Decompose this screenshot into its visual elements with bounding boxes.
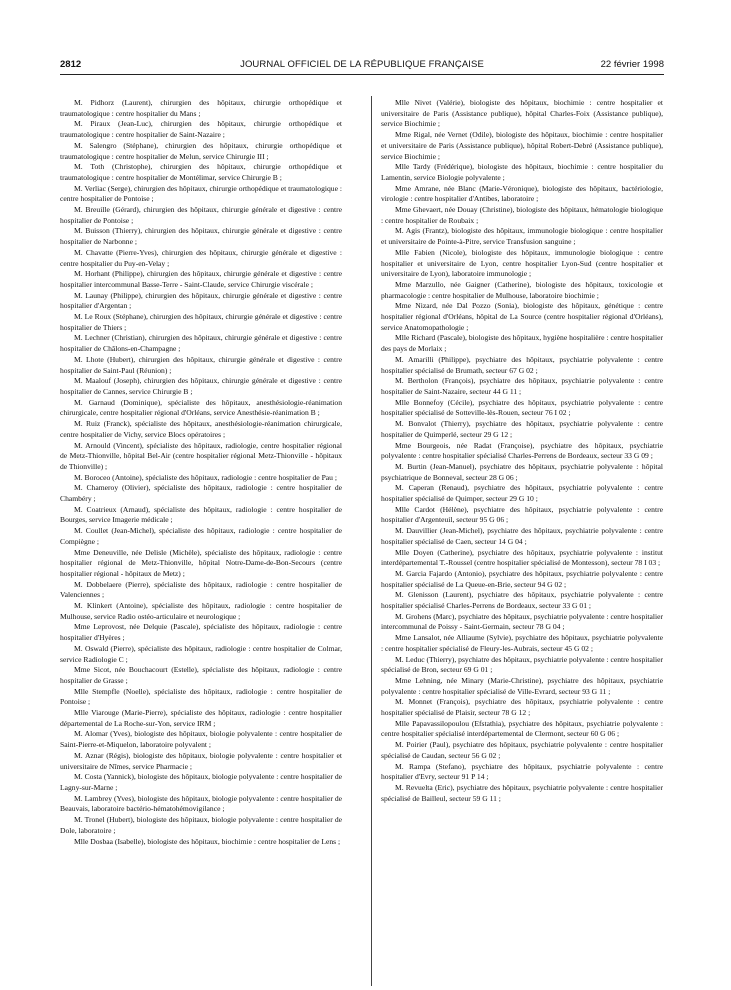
appointment-entry: M. Chameroy (Olivier), spécialiste des hôpitaux, radiologie : centre hospitalier de Chambéry ;: [60, 483, 342, 504]
appointment-entry: Mme Ghevaert, née Douay (Christine), biologiste des hôpitaux, hématologie biologique : centre hospitalier de Roubaix ;: [381, 205, 663, 225]
appointment-entry: M. Dauvillier (Jean-Michel), psychiatre des hôpitaux, psychiatrie polyvalente : centre hospitalier spécialisé de Caen, secteur 14 G 04 ;: [381, 526, 663, 546]
page-header: [60, 59, 664, 73]
appointment-entry: M. Oswald (Pierre), spécialiste des hôpitaux, radiologie : centre hospitalier de Colmar, service Radiologie C ;: [60, 643, 342, 664]
appointment-entry: M. Piraux (Jean-Luc), chirurgien des hôpitaux, chirurgie orthopédique et traumatologique : centre hospitalier de Saint-Nazaire ;: [60, 119, 342, 140]
appointment-entry: Mlle Viarouge (Marie-Pierre), spécialiste des hôpitaux, radiologie : centre hospitalier départemental de La Roche-sur-Yon, service IRM ;: [60, 708, 342, 728]
appointment-entry: M. Monnet (François), psychiatre des hôpitaux, psychiatrie polyvalente : centre hospitalier spécialisé de Plaisir, secteur 78 G 12 ;: [381, 697, 663, 718]
appointment-entry: Mlle Dosbaa (Isabelle), biologiste des hôpitaux, biochimie : centre hospitalier de Lens ;: [74, 836, 341, 846]
appointment-entry: M. Agis (Frantz), biologiste des hôpitaux, immunologie biologique : centre hospitalier et universitaire de Pointe-à-Pitre, service Transfusion sanguine ;: [381, 226, 663, 247]
appointment-entry: M. Boroceo (Antoine), spécialiste des hôpitaux, radiologie : centre hospitalier de Pau ;: [74, 472, 337, 482]
appointment-entry: M. Lhote (Hubert), chirurgien des hôpitaux, chirurgie générale et digestive : centre hospitalier de Saint-Paul (Réunion) ;: [60, 354, 342, 375]
appointment-entry: M. Burtin (Jean-Manuel), psychiatre des hôpitaux, psychiatrie polyvalente : hôpital psychiatrique de Bonneval, secteur 28 G 06 ;: [381, 461, 663, 482]
appointment-entry: M. Launay (Philippe), chirurgien des hôpitaux, chirurgie générale et digestive : centre hospitalier d'Argentan ;: [60, 290, 342, 311]
right-column: [381, 98, 663, 804]
appointment-entry: Mlle Doyen (Catherine), psychiatre des hôpitaux, psychiatrie polyvalente : institut interdépartemental T.-Roussel (centre hospitalier spécialisé de Montesson), secteur 78 I 03 ;: [381, 547, 663, 568]
appointment-entry: Mlle Stempfle (Noelle), spécialiste des hôpitaux, radiologie : centre hospitalier de Pontoise ;: [60, 686, 342, 707]
appointment-entry: Mme Leprovost, née Delquie (Pascale), spécialiste des hôpitaux, radiologie : centre hospitalier d'Hyères ;: [60, 622, 342, 643]
appointment-entry: M. Bertholon (François), psychiatre des hôpitaux, psychiatrie polyvalente : centre hospitalier de Saint-Nazaire, secteur 44 G 11 ;: [381, 376, 663, 396]
appointment-entry: Mlle Fabien (Nicole), biologiste des hôpitaux, immunologie biologique : centre hospitalier et universitaire de Lyon, centre hospitalier Lyon-Sud (centre hospitalier et universitaire de Lyon), laboratoire immunologie ;: [381, 247, 663, 279]
journal-title: JOURNAL OFFICIEL DE LA RÉPUBLIQUE FRANÇAISE: [240, 59, 484, 70]
appointment-entry: Mme Amrane, née Blanc (Marie-Véronique), biologiste des hôpitaux, bactériologie, virologie : centre hospitalier d'Antibes, laboratoire ;: [381, 183, 663, 204]
appointment-entry: M. Toth (Christophe), chirurgien des hôpitaux, chirurgie orthopédique et traumatologique : centre hospitalier de Montélimar, service Chirurgie B ;: [60, 162, 342, 182]
appointment-entry: M. Glenisson (Laurent), psychiatre des hôpitaux, psychiatrie polyvalente : centre hospitalier spécialisé Charles-Perrens de Bordeaux, secteur 33 G 01 ;: [381, 590, 663, 611]
appointment-entry: Mlle Bonnefoy (Cécile), psychiatre des hôpitaux, psychiatrie polyvalente : centre hospitalier spécialisé de Sotteville-lès-Rouen, secteur 76 I 02 ;: [381, 397, 663, 418]
appointment-entry: M. Maalouf (Joseph), chirurgien des hôpitaux, chirurgie générale et digestive : centre hospitalier de Cannes, service Chirurgie B ;: [60, 376, 342, 396]
appointment-entry: Mlle Tardy (Frédérique), biologiste des hôpitaux, biochimie : centre hospitalier du Lamentin, service Biologie polyvalente ;: [381, 162, 663, 182]
appointment-entry: Mme Bourgeois, née Radat (Françoise), psychiatre des hôpitaux, psychiatrie polyvalente : centre hospitalier spécialisé Charles-Perrens de Bordeaux, secteur 33 G 09 ;: [381, 440, 663, 461]
appointment-entry: M. Horhant (Philippe), chirurgien des hôpitaux, chirurgie générale et digestive : centre hospitalier intercommunal Basse-Terre - Saint-Claude, service Chirurgie viscérale ;: [60, 269, 342, 289]
appointment-entry: Mlle Nivet (Valérie), biologiste des hôpitaux, biochimie : centre hospitalier et universitaire de Paris (Assistance publique), hôpital Charles-Foix (Assistance publique), service Biochimie ;: [381, 98, 663, 129]
appointment-entry: Mme Lehning, née Minary (Marie-Christine), psychiatre des hôpitaux, psychiatrie polyvalente : centre hospitalier spécialisé de Ville-Evrard, secteur 93 G 11 ;: [381, 675, 663, 696]
appointment-entry: M. Lambrey (Yves), biologiste des hôpitaux, biologie polyvalente : centre hospitalier de Beauvais, laboratoire bactério-hématohémovigilance ;: [60, 793, 342, 814]
appointment-entry: M. Amarilli (Philippe), psychiatre des hôpitaux, psychiatrie polyvalente : centre hospitalier spécialisé de Brumath, secteur 67 G 02 ;: [381, 354, 663, 375]
appointment-entry: M. Verliac (Serge), chirurgien des hôpitaux, chirurgie orthopédique et traumatologique : centre hospitalier de Pontoise ;: [60, 183, 342, 204]
appointment-entry: M. Chavatte (Pierre-Yves), chirurgien des hôpitaux, chirurgie générale et digestive : centre hospitalier du Puy-en-Velay ;: [60, 247, 342, 268]
appointment-entry: Mme Marzullo, née Gaigner (Catherine), biologiste des hôpitaux, toxicologie et pharmacologie : centre hospitalier de Mulhouse, laboratoire biochimie ;: [381, 279, 663, 300]
appointment-entry: M. Poirier (Paul), psychiatre des hôpitaux, psychiatrie polyvalente : centre hospitalier spécialisé de Caudan, secteur 56 G 02 ;: [381, 740, 663, 760]
column-divider: [371, 96, 372, 986]
appointment-entry: M. Bonvalot (Thierry), psychiatre des hôpitaux, psychiatrie polyvalente : centre hospitalier de Quimperlé, secteur 29 G 12 ;: [381, 419, 663, 439]
appointment-entry: M. Buisson (Thierry), chirurgien des hôpitaux, chirurgie générale et digestive : centre hospitalier de Narbonne ;: [60, 226, 342, 247]
appointment-entry: M. Salengro (Stéphane), chirurgien des hôpitaux, chirurgie orthopédique et traumatologique : centre hospitalier de Melun, service Chirurgie III ;: [60, 140, 342, 161]
appointment-entry: M. Costa (Yannick), biologiste des hôpitaux, biologie polyvalente : centre hospitalier de Lagny-sur-Marne ;: [60, 772, 342, 792]
appointment-entry: M. Caperan (Renaud), psychiatre des hôpitaux, psychiatrie polyvalente : centre hospitalier spécialisé de Quimper, secteur 29 G 10 ;: [381, 483, 663, 504]
appointment-entry: M. Le Roux (Stéphane), chirurgien des hôpitaux, chirurgie générale et digestive : centre hospitalier de Thiers ;: [60, 312, 342, 332]
page-number: 2812: [60, 59, 82, 70]
appointment-entry: M. Lechner (Christian), chirurgien des hôpitaux, chirurgie générale et digestive : centre hospitalier de Châlons-en-Champagne ;: [60, 333, 342, 354]
appointment-entry: Mme Rigal, née Vernet (Odile), biologiste des hôpitaux, biochimie : centre hospitalier et universitaire de Paris (Assistance publique), hôpital Robert-Debré (Assistance publique), service Biochimie ;: [381, 130, 663, 161]
appointment-entry: M. Tronel (Hubert), biologiste des hôpitaux, biologie polyvalente : centre hospitalier de Dole, laboratoire ;: [60, 815, 342, 835]
header-rule: [60, 74, 664, 75]
appointment-entry: M. Arnould (Vincent), spécialiste des hôpitaux, radiologie, centre hospitalier régional de Metz-Thionville, hôpital Bel-Air (centre hospitalier régional Metz-Thionville - hôpitaux de Thionville) ;: [60, 440, 342, 471]
appointment-entry: M. Klinkert (Antoine), spécialiste des hôpitaux, radiologie : centre hospitalier de Mulhouse, service Radio ostéo-articulaire et neurologique ;: [60, 601, 342, 621]
appointment-entry: M. Coatrieux (Arnaud), spécialiste des hôpitaux, radiologie : centre hospitalier de Bourges, service Imagerie médicale ;: [60, 504, 342, 525]
appointment-entry: Mlle Papavassilopoulou (Efstathia), psychiatre des hôpitaux, psychiatrie polyvalente : centre hospitalier spécialisé interdépartemental de Clermont, secteur 60 G 06 ;: [381, 718, 663, 739]
appointment-entry: Mlle Cardot (Hélène), psychiatre des hôpitaux, psychiatrie polyvalente : centre hospitalier d'Argenteuil, secteur 95 G 06 ;: [381, 504, 663, 525]
appointment-entry: M. Rampa (Stefano), psychiatre des hôpitaux, psychiatrie polyvalente : centre hospitalier d'Evry, secteur 91 P 14 ;: [381, 761, 663, 782]
appointment-entry: M. Pidhorz (Laurent), chirurgien des hôpitaux, chirurgie orthopédique et traumatologique : centre hospitalier du Mans ;: [60, 98, 342, 118]
appointment-entry: Mlle Richard (Pascale), biologiste des hôpitaux, hygiène hospitalière : centre hospitalier des pays de Morlaix ;: [381, 333, 663, 354]
appointment-entry: M. Garcia Fajardo (Antonio), psychiatre des hôpitaux, psychiatrie polyvalente : centre hospitalier spécialisé de La Queue-en-Brie, secteur 94 G 02 ;: [381, 568, 663, 589]
appointment-entry: M. Revuelta (Eric), psychiatre des hôpitaux, psychiatrie polyvalente : centre hospitalier spécialisé de Bailleul, secteur 59 G 11 ;: [381, 783, 663, 803]
left-column: [60, 98, 342, 847]
appointment-entry: M. Grohens (Marc), psychiatre des hôpitaux, psychiatrie polyvalente : centre hospitalier intercommunal de Poissy - Saint-Germain, secteur 78 G 04 ;: [381, 611, 663, 632]
appointment-entry: Mme Deneuville, née Delisle (Michèle), spécialiste des hôpitaux, radiologie : centre hospitalier régional de Metz-Thionville, hôpital Notre-Dame-de-Bon-Secours (centre hospitalier régional - hôpitaux de Metz) ;: [60, 547, 342, 578]
appointment-entry: M. Coullet (Jean-Michel), spécialiste des hôpitaux, radiologie : centre hospitalier de Compiègne ;: [60, 526, 342, 546]
appointment-entry: Mme Lansalot, née Alliaume (Sylvie), psychiatre des hôpitaux, psychiatrie polyvalente : centre hospitalier spécialisé de Fleury-les-Aubrais, secteur 45 G 02 ;: [381, 633, 663, 653]
publication-date: 22 février 1998: [600, 59, 664, 70]
appointment-entry: M. Ruiz (Franck), spécialiste des hôpitaux, anesthésiologie-réanimation chirurgicale, centre hospitalier de Vichy, service Blocs opératoires ;: [60, 419, 342, 439]
appointment-entry: M. Aznar (Régis), biologiste des hôpitaux, biologie polyvalente : centre hospitalier et universitaire de Nîmes, service Pharmacie ;: [60, 750, 342, 771]
appointment-entry: M. Breuille (Gérard), chirurgien des hôpitaux, chirurgie générale et digestive : centre hospitalier de Pontoise ;: [60, 205, 342, 225]
appointment-entry: Mme Sicot, née Bouchacourt (Estelle), spécialiste des hôpitaux, radiologie : centre hospitalier de Grasse ;: [60, 665, 342, 685]
appointment-entry: M. Garnaud (Dominique), spécialiste des hôpitaux, anesthésiologie-réanimation chirurgicale, centre hospitalier régional d'Orléans, service Anesthésie-réanimation B ;: [60, 397, 342, 418]
appointment-entry: M. Dobbelaere (Pierre), spécialiste des hôpitaux, radiologie : centre hospitalier de Valenciennes ;: [60, 579, 342, 600]
appointment-entry: M. Alomar (Yves), biologiste des hôpitaux, biologie polyvalente : centre hospitalier de Saint-Pierre-et-Miquelon, laboratoire polyvalent ;: [60, 729, 342, 750]
appointment-entry: Mme Nizard, née Dal Pozzo (Sonia), biologiste des hôpitaux, génétique : centre hospitalier régional d'Orléans, hôpital de La Source (centre hospitalier régional d'Orléans), service Anatomopathologie ;: [381, 301, 663, 332]
appointment-entry: M. Leduc (Thierry), psychiatre des hôpitaux, psychiatrie polyvalente : centre hospitalier spécialisé de Bron, secteur 69 G 01 ;: [381, 654, 663, 675]
